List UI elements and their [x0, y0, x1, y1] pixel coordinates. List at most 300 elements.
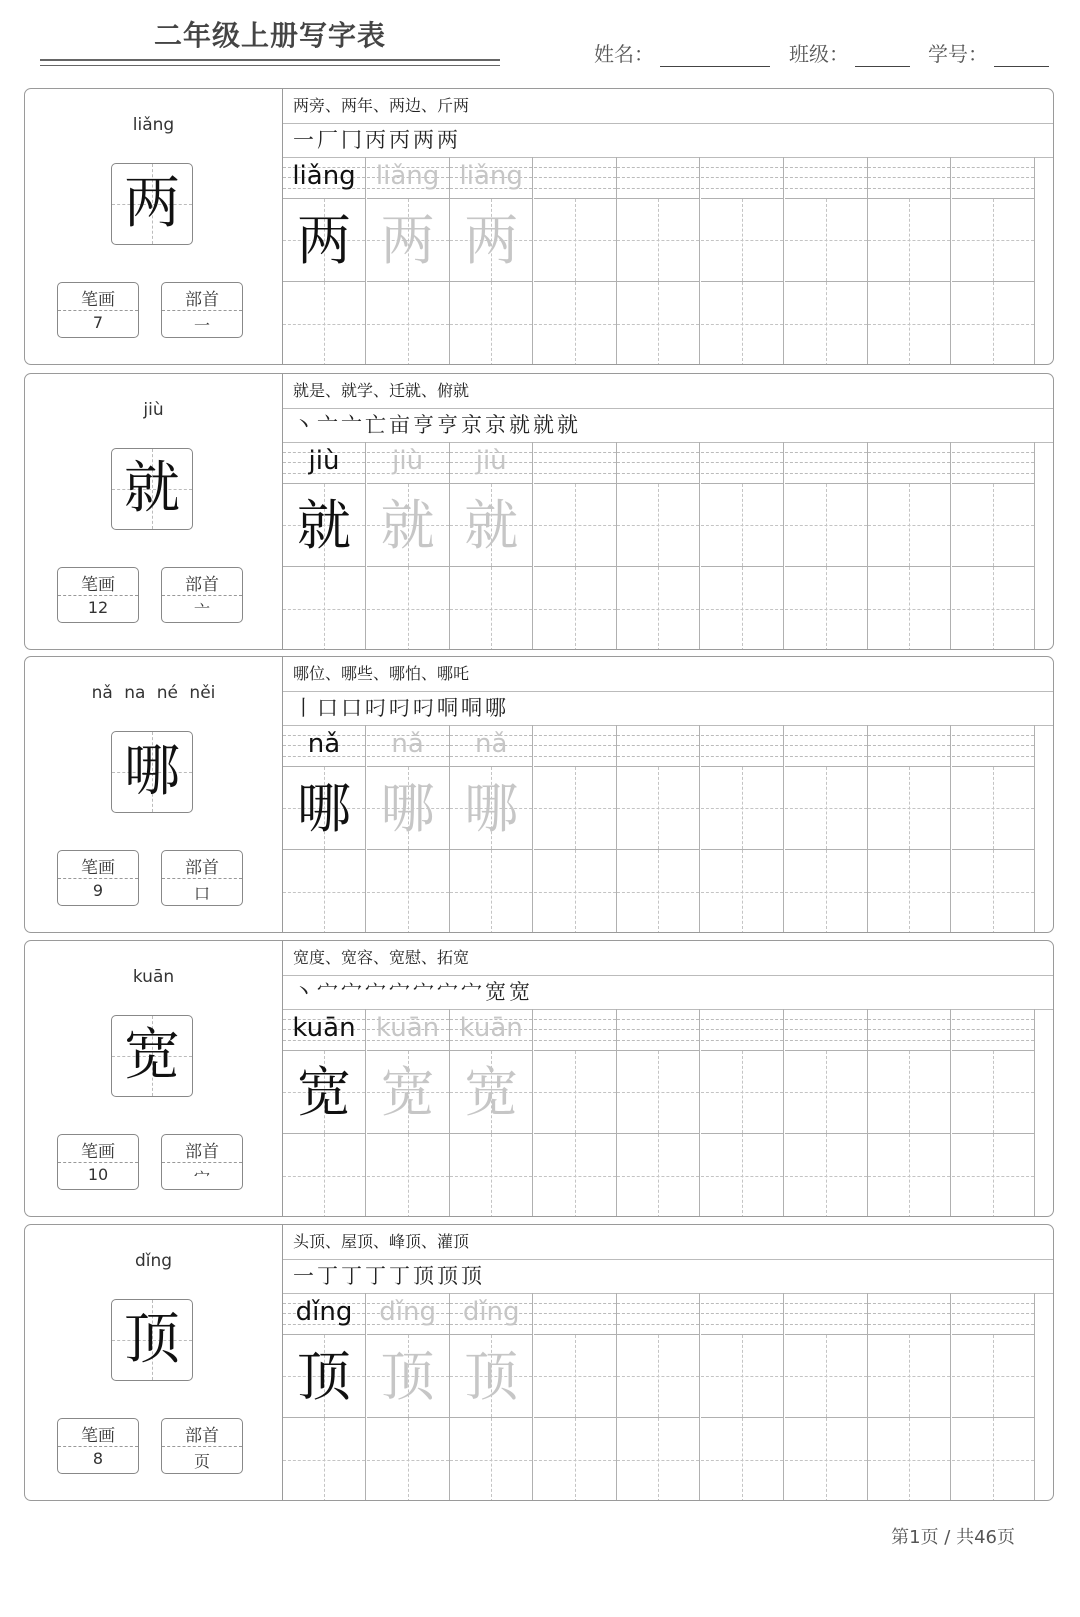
pinyin-writing-lines[interactable]: [283, 157, 365, 198]
pinyin-trace: kuān: [376, 1013, 440, 1043]
pinyin-trace: kuān: [459, 1013, 523, 1043]
stroke-step: 丶: [293, 980, 314, 1004]
character-trace: 就: [380, 494, 435, 557]
tian-grid-cell[interactable]: [868, 199, 950, 282]
character-model: 宽: [297, 1061, 351, 1124]
pinyin-writing-lines[interactable]: [701, 1009, 783, 1050]
character-info-panel: [25, 1225, 283, 1500]
practice-column[interactable]: [450, 1009, 533, 1217]
tian-grid-cell[interactable]: [367, 1418, 449, 1501]
stroke-count-box: [57, 1134, 139, 1190]
pinyin-writing-lines[interactable]: [868, 1009, 950, 1050]
character-info-panel: [25, 89, 283, 364]
stroke-step: 就: [509, 413, 530, 437]
stroke-step: 就: [533, 413, 554, 437]
stroke-step: 一: [293, 128, 314, 152]
tian-grid-cell[interactable]: [701, 1134, 783, 1217]
stroke-step: 丙: [389, 128, 410, 152]
tian-grid-cell[interactable]: [534, 767, 616, 850]
tian-grid-cell[interactable]: [367, 850, 449, 933]
tian-grid-cell[interactable]: [283, 282, 365, 365]
practice-column[interactable]: [952, 157, 1035, 365]
pinyin-writing-lines[interactable]: [450, 725, 532, 766]
pinyin-writing-lines[interactable]: [617, 725, 699, 766]
name-field[interactable]: [594, 38, 770, 67]
tian-grid-cell[interactable]: [701, 199, 783, 282]
tian-grid-cell[interactable]: [701, 850, 783, 933]
practice-column[interactable]: [283, 725, 366, 933]
title-underline-thin: [40, 65, 500, 66]
tian-grid-cell[interactable]: [952, 1335, 1034, 1418]
tian-grid-cell[interactable]: [450, 567, 532, 650]
tian-grid-cell[interactable]: [617, 282, 699, 365]
radical-value: 亠: [193, 601, 210, 620]
tian-grid-cell[interactable]: [952, 199, 1034, 282]
practice-column[interactable]: [450, 1293, 533, 1501]
radical-label: 部首: [185, 1426, 219, 1446]
practice-column[interactable]: [868, 725, 951, 933]
tian-grid-cell[interactable]: [450, 484, 532, 567]
student-number-blank[interactable]: [994, 44, 1049, 67]
practice-column[interactable]: [952, 725, 1035, 933]
practice-column[interactable]: [617, 1009, 700, 1217]
model-character: 两: [124, 171, 180, 236]
character-trace: 哪: [380, 777, 435, 840]
character-trace: 哪: [464, 777, 519, 840]
stroke-step: 叼: [413, 696, 434, 720]
tian-grid-cell[interactable]: [283, 850, 365, 933]
pinyin-writing-lines[interactable]: [952, 442, 1034, 483]
practice-column[interactable]: [367, 1293, 450, 1501]
pinyin-trace: liǎng: [459, 161, 523, 191]
tian-grid-cell[interactable]: [868, 850, 950, 933]
tian-grid-cell[interactable]: [701, 1051, 783, 1134]
practice-column[interactable]: [534, 1009, 617, 1217]
stroke-step: 亠: [341, 413, 362, 437]
radical-label: 部首: [185, 575, 219, 595]
pinyin-model: kuān: [292, 1013, 356, 1043]
tian-grid-cell[interactable]: [367, 567, 449, 650]
tian-grid-cell[interactable]: [450, 1051, 532, 1134]
stroke-order-row: [283, 691, 1053, 726]
tian-grid-cell[interactable]: [868, 767, 950, 850]
stroke-step: 厂: [317, 128, 338, 152]
model-character-box: [111, 163, 193, 245]
stroke-step: 哪: [485, 696, 506, 720]
practice-column[interactable]: [868, 442, 951, 650]
practice-grid: [283, 1009, 1054, 1217]
tian-grid-cell[interactable]: [450, 282, 532, 365]
pinyin-writing-lines[interactable]: [701, 442, 783, 483]
tian-grid-cell[interactable]: [534, 850, 616, 933]
pinyin-writing-lines[interactable]: [450, 1009, 532, 1050]
example-words: 哪位、哪些、哪怕、哪吒: [283, 657, 1053, 692]
tian-grid-cell[interactable]: [785, 484, 867, 567]
character-trace: 宽: [464, 1061, 519, 1124]
practice-column[interactable]: [534, 157, 617, 365]
practice-grid: [283, 157, 1054, 365]
tian-grid-cell[interactable]: [283, 1418, 365, 1501]
stroke-step: 丁: [341, 1264, 362, 1288]
character-info-panel: [25, 941, 283, 1216]
model-character-box: [111, 448, 193, 530]
character-trace: 顶: [380, 1345, 435, 1408]
pinyin-writing-lines[interactable]: [367, 725, 449, 766]
stroke-step: 哃: [461, 696, 482, 720]
name-label: 姓名：: [594, 42, 654, 66]
stroke-step: 丁: [317, 1264, 338, 1288]
pinyin-trace: dǐng: [462, 1297, 520, 1327]
stroke-step: 丶: [293, 413, 314, 437]
pinyin-readings: kuān: [132, 967, 175, 987]
pinyin-writing-lines[interactable]: [785, 442, 867, 483]
tian-grid-cell[interactable]: [785, 1134, 867, 1217]
stroke-count-value: 7: [92, 313, 104, 332]
tian-grid-cell[interactable]: [450, 850, 532, 933]
radical-value: 页: [193, 1452, 210, 1471]
pinyin-writing-lines[interactable]: [534, 725, 616, 766]
pinyin-readings: dǐng: [134, 1251, 173, 1271]
pinyin-writing-lines[interactable]: [952, 1293, 1034, 1334]
tian-grid-cell[interactable]: [283, 767, 365, 850]
tian-grid-cell[interactable]: [534, 282, 616, 365]
pinyin-writing-lines[interactable]: [785, 1293, 867, 1334]
pinyin-writing-lines[interactable]: [283, 1009, 365, 1050]
pinyin-writing-lines[interactable]: [701, 157, 783, 198]
tian-grid-cell[interactable]: [367, 1335, 449, 1418]
radical-box: [161, 567, 243, 623]
stroke-count-label: 笔画: [81, 290, 115, 310]
tian-grid-cell[interactable]: [534, 1418, 616, 1501]
pinyin-writing-lines[interactable]: [952, 725, 1034, 766]
practice-column[interactable]: [617, 442, 700, 650]
stroke-step: 叼: [389, 696, 410, 720]
tian-grid-cell[interactable]: [283, 1335, 365, 1418]
pinyin-trace: jiù: [475, 446, 507, 476]
title-underline: [40, 59, 500, 61]
tian-grid-cell[interactable]: [952, 1418, 1034, 1501]
practice-column[interactable]: [701, 157, 784, 365]
practice-column[interactable]: [785, 725, 868, 933]
tian-grid-cell[interactable]: [283, 199, 365, 282]
pinyin-writing-lines[interactable]: [785, 1009, 867, 1050]
example-words: 两旁、两年、两边、斤两: [283, 89, 1053, 124]
tian-grid-cell[interactable]: [283, 1134, 365, 1217]
pinyin-writing-lines[interactable]: [952, 157, 1034, 198]
stroke-count-label: 笔画: [81, 858, 115, 878]
practice-column[interactable]: [617, 157, 700, 365]
stroke-step: 顶: [413, 1264, 434, 1288]
character-model: 两: [297, 209, 351, 272]
practice-column[interactable]: [450, 157, 533, 365]
tian-grid-cell[interactable]: [617, 850, 699, 933]
practice-column[interactable]: [617, 725, 700, 933]
tian-grid-cell[interactable]: [450, 1418, 532, 1501]
pinyin-writing-lines[interactable]: [617, 1293, 699, 1334]
tian-grid-cell[interactable]: [868, 1134, 950, 1217]
stroke-step: 顶: [437, 1264, 458, 1288]
pinyin-writing-lines[interactable]: [868, 1293, 950, 1334]
pinyin-writing-lines[interactable]: [617, 1009, 699, 1050]
practice-column[interactable]: [868, 157, 951, 365]
tian-grid-cell[interactable]: [785, 567, 867, 650]
practice-column[interactable]: [283, 442, 366, 650]
tian-grid-cell[interactable]: [617, 767, 699, 850]
stroke-count-value: 9: [92, 881, 104, 900]
pinyin-writing-lines[interactable]: [701, 1293, 783, 1334]
pinyin-writing-lines[interactable]: [534, 1009, 616, 1050]
practice-column[interactable]: [785, 157, 868, 365]
tian-grid-cell[interactable]: [868, 282, 950, 365]
pinyin-writing-lines[interactable]: [283, 442, 365, 483]
pinyin-model: dǐng: [295, 1297, 353, 1327]
practice-grid: [283, 442, 1054, 650]
practice-column[interactable]: [701, 442, 784, 650]
stroke-step: 丁: [389, 1264, 410, 1288]
character-info-panel: [25, 374, 283, 649]
tian-grid-cell[interactable]: [534, 1051, 616, 1134]
practice-column[interactable]: [534, 725, 617, 933]
tian-grid-cell[interactable]: [701, 1335, 783, 1418]
stroke-step: 宀: [341, 980, 362, 1004]
tian-grid-cell[interactable]: [617, 567, 699, 650]
tian-grid-cell[interactable]: [952, 567, 1034, 650]
tian-grid-cell[interactable]: [450, 1134, 532, 1217]
pinyin-writing-lines[interactable]: [534, 1293, 616, 1334]
stroke-count-box: [57, 282, 139, 338]
practice-panel: [283, 89, 1053, 364]
pinyin-writing-lines[interactable]: [868, 725, 950, 766]
radical-box: [161, 1134, 243, 1190]
practice-column[interactable]: [534, 442, 617, 650]
tian-grid-cell[interactable]: [450, 199, 532, 282]
tian-grid-cell[interactable]: [367, 1134, 449, 1217]
practice-column[interactable]: [952, 1009, 1035, 1217]
tian-grid-cell[interactable]: [534, 1134, 616, 1217]
tian-grid-cell[interactable]: [617, 1418, 699, 1501]
stroke-step: 宀: [317, 980, 338, 1004]
model-character-box: [111, 731, 193, 813]
stroke-step: 亨: [437, 413, 458, 437]
pinyin-writing-lines[interactable]: [450, 1293, 532, 1334]
stroke-count-box: [57, 1418, 139, 1474]
stroke-step: 丨: [293, 696, 314, 720]
model-character: 宽: [124, 1023, 180, 1088]
tian-grid-cell[interactable]: [701, 567, 783, 650]
tian-grid-cell[interactable]: [534, 199, 616, 282]
pinyin-model: jiù: [308, 446, 340, 476]
tian-grid-cell[interactable]: [701, 767, 783, 850]
pinyin-writing-lines[interactable]: [367, 1009, 449, 1050]
pinyin-readings: nǎ na né něi: [91, 683, 216, 703]
tian-grid-cell[interactable]: [952, 767, 1034, 850]
practice-column[interactable]: [450, 442, 533, 650]
practice-column[interactable]: [367, 442, 450, 650]
pinyin-writing-lines[interactable]: [367, 157, 449, 198]
pinyin-writing-lines[interactable]: [283, 1293, 365, 1334]
stroke-order-row: [283, 123, 1053, 158]
pinyin-writing-lines[interactable]: [534, 157, 616, 198]
tian-grid-cell[interactable]: [617, 1134, 699, 1217]
stroke-step: 就: [557, 413, 578, 437]
tian-grid-cell[interactable]: [367, 767, 449, 850]
tian-grid-cell[interactable]: [868, 1051, 950, 1134]
pinyin-readings: jiù: [143, 400, 164, 420]
character-card: [24, 940, 1054, 1217]
stroke-step: 亠: [317, 413, 338, 437]
class-label: 班级：: [789, 42, 849, 66]
pinyin-writing-lines[interactable]: [283, 725, 365, 766]
pinyin-writing-lines[interactable]: [868, 442, 950, 483]
tian-grid-cell[interactable]: [785, 1051, 867, 1134]
character-trace: 就: [464, 494, 519, 557]
radical-box: [161, 1418, 243, 1474]
tian-grid-cell[interactable]: [952, 484, 1034, 567]
pinyin-writing-lines[interactable]: [534, 442, 616, 483]
pinyin-writing-lines[interactable]: [617, 157, 699, 198]
tian-grid-cell[interactable]: [701, 1418, 783, 1501]
student-number-field[interactable]: [928, 38, 1049, 67]
practice-panel: [283, 1225, 1053, 1500]
practice-column[interactable]: [367, 157, 450, 365]
tian-grid-cell[interactable]: [367, 199, 449, 282]
tian-grid-cell[interactable]: [367, 1051, 449, 1134]
character-card: [24, 373, 1054, 650]
practice-column[interactable]: [701, 1293, 784, 1501]
practice-column[interactable]: [367, 725, 450, 933]
tian-grid-cell[interactable]: [868, 1418, 950, 1501]
tian-grid-cell[interactable]: [785, 1418, 867, 1501]
pinyin-trace: nǎ: [391, 729, 424, 759]
character-model: 就: [297, 494, 351, 557]
practice-grid: [283, 1293, 1054, 1501]
class-blank[interactable]: [855, 44, 910, 67]
tian-grid-cell[interactable]: [617, 1051, 699, 1134]
stroke-count-box: [57, 567, 139, 623]
pinyin-writing-lines[interactable]: [868, 157, 950, 198]
model-character-box: [111, 1015, 193, 1097]
pinyin-writing-lines[interactable]: [617, 442, 699, 483]
radical-box: [161, 850, 243, 906]
tian-grid-cell[interactable]: [450, 767, 532, 850]
character-card: [24, 1224, 1054, 1501]
practice-column[interactable]: [283, 1009, 366, 1217]
pinyin-trace: liǎng: [375, 161, 440, 191]
practice-column[interactable]: [785, 442, 868, 650]
practice-column[interactable]: [283, 157, 366, 365]
pinyin-writing-lines[interactable]: [367, 1293, 449, 1334]
class-field[interactable]: [789, 38, 910, 67]
stroke-step: 顶: [461, 1264, 482, 1288]
tian-grid-cell[interactable]: [534, 1335, 616, 1418]
practice-column[interactable]: [367, 1009, 450, 1217]
pinyin-writing-lines[interactable]: [450, 442, 532, 483]
practice-column[interactable]: [617, 1293, 700, 1501]
stroke-step: 两: [413, 128, 434, 152]
tian-grid-cell[interactable]: [868, 1335, 950, 1418]
stroke-step: 口: [341, 696, 362, 720]
tian-grid-cell[interactable]: [785, 199, 867, 282]
tian-grid-cell[interactable]: [534, 567, 616, 650]
pinyin-writing-lines[interactable]: [450, 157, 532, 198]
pinyin-model: liǎng: [292, 161, 356, 191]
practice-column[interactable]: [701, 725, 784, 933]
model-character: 就: [124, 456, 180, 521]
practice-column[interactable]: [701, 1009, 784, 1217]
practice-column[interactable]: [450, 725, 533, 933]
pinyin-writing-lines[interactable]: [701, 725, 783, 766]
tian-grid-cell[interactable]: [868, 567, 950, 650]
pinyin-writing-lines[interactable]: [367, 442, 449, 483]
tian-grid-cell[interactable]: [617, 1335, 699, 1418]
tian-grid-cell[interactable]: [785, 850, 867, 933]
tian-grid-cell[interactable]: [701, 484, 783, 567]
practice-column[interactable]: [952, 442, 1035, 650]
character-card: [24, 88, 1054, 365]
practice-column[interactable]: [868, 1009, 951, 1217]
character-trace: 顶: [464, 1345, 519, 1408]
tian-grid-cell[interactable]: [785, 282, 867, 365]
stroke-step: 亡: [365, 413, 386, 437]
practice-column[interactable]: [283, 1293, 366, 1501]
tian-grid-cell[interactable]: [283, 567, 365, 650]
stroke-order-row: [283, 408, 1053, 443]
tian-grid-cell[interactable]: [868, 484, 950, 567]
stroke-count-label: 笔画: [81, 1426, 115, 1446]
stroke-order-row: [283, 1259, 1053, 1294]
practice-column[interactable]: [952, 1293, 1035, 1501]
pinyin-writing-lines[interactable]: [952, 1009, 1034, 1050]
stroke-step: 京: [461, 413, 482, 437]
pinyin-writing-lines[interactable]: [785, 157, 867, 198]
tian-grid-cell[interactable]: [701, 282, 783, 365]
tian-grid-cell[interactable]: [952, 282, 1034, 365]
radical-label: 部首: [185, 1142, 219, 1162]
practice-column[interactable]: [785, 1293, 868, 1501]
tian-grid-cell[interactable]: [952, 850, 1034, 933]
character-trace: 两: [380, 209, 435, 272]
model-character: 哪: [124, 739, 180, 804]
tian-grid-cell[interactable]: [785, 767, 867, 850]
tian-grid-cell[interactable]: [450, 1335, 532, 1418]
pinyin-model: nǎ: [307, 729, 341, 759]
tian-grid-cell[interactable]: [367, 282, 449, 365]
tian-grid-cell[interactable]: [617, 199, 699, 282]
practice-panel: [283, 374, 1053, 649]
practice-panel: [283, 657, 1053, 932]
tian-grid-cell[interactable]: [785, 1335, 867, 1418]
practice-column[interactable]: [868, 1293, 951, 1501]
stroke-count-label: 笔画: [81, 1142, 115, 1162]
tian-grid-cell[interactable]: [367, 484, 449, 567]
tian-grid-cell[interactable]: [534, 484, 616, 567]
stroke-step: 宽: [485, 980, 506, 1004]
practice-column[interactable]: [534, 1293, 617, 1501]
example-words: 宽度、宽容、宽慰、拓宽: [283, 941, 1053, 976]
tian-grid-cell[interactable]: [952, 1051, 1034, 1134]
character-trace: 两: [464, 209, 519, 272]
radical-box: [161, 282, 243, 338]
tian-grid-cell[interactable]: [283, 484, 365, 567]
practice-column[interactable]: [785, 1009, 868, 1217]
tian-grid-cell[interactable]: [952, 1134, 1034, 1217]
stroke-count-value: 8: [92, 1449, 104, 1468]
tian-grid-cell[interactable]: [283, 1051, 365, 1134]
name-blank[interactable]: [660, 44, 770, 67]
stroke-count-value: 10: [87, 1165, 109, 1184]
tian-grid-cell[interactable]: [617, 484, 699, 567]
pinyin-writing-lines[interactable]: [785, 725, 867, 766]
